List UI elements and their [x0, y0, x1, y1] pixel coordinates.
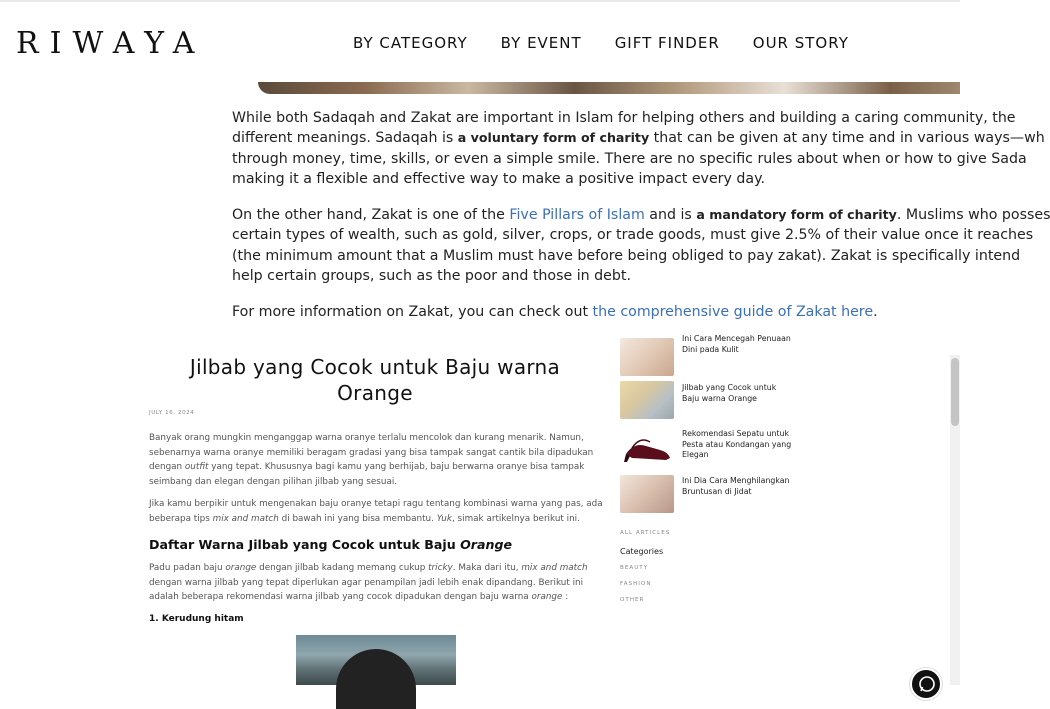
title-line: Rekomendasi Sepatu untuk — [682, 429, 789, 438]
text: dengan jilbab kadang memang cukup — [256, 563, 429, 573]
text-line: help certain groups, such as the poor and those in debt. — [232, 268, 631, 285]
sidebar-article-title — [682, 428, 812, 466]
text-line: dengan warna jilbab yang tepat diperlukan agar penampilan jadi lebih enak dipandang. Berikut ini — [149, 577, 584, 588]
text: adalah beberapa rekomendasi warna jilbab yang cocok dipadukan dengan baju warna — [149, 592, 532, 603]
text-line: seimbang dan elegan dengan pilihan jilbab yang sesuai. — [149, 476, 398, 487]
sidebar-article-3[interactable] — [620, 428, 812, 466]
sidebar-article-1[interactable] — [620, 334, 812, 376]
text: Padu padan baju — [149, 563, 226, 573]
nav-by-event[interactable]: BY EVENT — [500, 34, 582, 52]
text: dengan — [149, 462, 185, 473]
paragraph-sadaqah — [232, 108, 1045, 189]
text-line — [232, 128, 1045, 148]
all-articles-link[interactable]: ALL ARTICLES — [620, 530, 671, 536]
text: beberapa tips — [149, 513, 213, 524]
title-line: Bruntusan di Jidat — [682, 486, 752, 496]
text-line: Jika kamu berpikir untuk mengenakan baju oranye tetapi ragu tentang kombinasi warna yang pas, ada — [149, 499, 603, 509]
hero-image — [258, 82, 960, 94]
article-thumbnail — [620, 428, 674, 466]
text: different meanings. Sadaqah is — [232, 130, 458, 147]
whatsapp-button[interactable] — [910, 668, 942, 700]
italic-text: mix and match — [521, 563, 588, 573]
sidebar-article-4[interactable] — [620, 475, 812, 513]
site-logo[interactable]: RIWAYA — [16, 26, 206, 61]
embedded-paragraph-1 — [149, 431, 609, 489]
sidebar-article-2[interactable] — [620, 381, 812, 419]
main-nav — [353, 34, 882, 52]
text-line — [232, 205, 1050, 225]
article-thumbnail — [620, 338, 674, 376]
title-line: Elegan — [682, 450, 709, 459]
italic-text: orange — [531, 592, 563, 603]
italic-text: outfit — [184, 462, 209, 473]
text: On the other hand, Zakat is one of the — [232, 207, 510, 224]
title-line: Ini Cara Mencegah Penuaan — [682, 334, 791, 343]
italic-text: Orange — [460, 537, 512, 552]
italic-text: Yuk — [436, 513, 452, 524]
shoe-image — [620, 428, 674, 466]
nav-gift-finder[interactable]: GIFT FINDER — [614, 34, 720, 52]
bold-text: a mandatory form of charity — [696, 207, 897, 223]
title-line: Dini pada Kulit — [682, 345, 739, 354]
categories-heading: Categories — [620, 547, 664, 556]
article-thumbnail — [620, 475, 674, 513]
kerudung-hitam-image — [296, 635, 456, 685]
sidebar-article-title — [682, 381, 812, 419]
text-line: through money, time, skills, or even a simple smile. There are no specific rules about when or how to give Sada — [232, 150, 1027, 167]
category-other[interactable]: OTHER — [620, 597, 645, 603]
text: : — [562, 592, 569, 603]
nav-by-category[interactable]: BY CATEGORY — [353, 34, 468, 52]
bold-text: a voluntary form of charity — [457, 130, 650, 146]
zakat-guide-link[interactable]: the comprehensive guide of Zakat here — [592, 304, 874, 321]
embedded-paragraph-3 — [149, 561, 609, 605]
title-line: Orange — [337, 381, 413, 405]
text: . Maka dari itu, — [452, 563, 522, 573]
five-pillars-link[interactable]: Five Pillars of Islam — [509, 207, 645, 224]
text: yang tepat. Khususnya bagi kamu yang berhijab, baju berwarna oranye bisa tampak — [208, 462, 585, 473]
text: , simak artikelnya berikut ini. — [451, 513, 580, 524]
category-beauty[interactable]: BEAUTY — [620, 565, 649, 571]
article-thumbnail — [620, 381, 674, 419]
italic-text: tricky — [428, 563, 453, 573]
title-line: Baju warna Orange — [682, 393, 757, 403]
text-line — [149, 512, 609, 527]
text: . — [873, 304, 878, 321]
title-line: Jilbab yang Cocok untuk — [682, 383, 777, 392]
text-line: sebenarnya warna oranye memiliki beragam gradasi yang bisa tampak sangat cantik bila dipadukan — [149, 447, 594, 458]
text: di bawah ini yang bisa membantu. — [278, 513, 437, 524]
embedded-article-screenshot — [0, 334, 960, 685]
text: Daftar Warna Jilbab yang Cocok untuk Baju — [149, 537, 461, 552]
sidebar-article-title — [682, 475, 812, 513]
text: and is — [644, 207, 697, 224]
whatsapp-icon — [918, 675, 936, 693]
embedded-heading — [149, 537, 512, 552]
title-line: Pesta atau Kondangan yang — [682, 439, 792, 449]
scrollbar-thumb[interactable] — [951, 358, 959, 426]
hijab-figure — [336, 649, 416, 709]
article-body — [232, 108, 1050, 339]
text: that can be given at any time and in various ways—wh — [649, 130, 1045, 147]
text-line: Banyak orang mungkin menganggap warna oranye terlalu mencolok dan kurang menarik. Namun, — [149, 433, 584, 443]
category-fashion[interactable]: FASHION — [620, 581, 652, 587]
embedded-subheading: 1. Kerudung hitam — [149, 614, 244, 624]
title-line: Jilbab yang Cocok untuk Baju warna — [189, 355, 561, 379]
text-line — [149, 460, 609, 475]
sidebar-article-title — [682, 334, 812, 376]
embedded-paragraph-2 — [149, 497, 609, 526]
paragraph-more-info — [232, 302, 992, 322]
nav-our-story[interactable]: OUR STORY — [752, 34, 849, 52]
text-line: making it a flexible and effective way to make a positive impact every day. — [232, 170, 765, 187]
text: For more information on Zakat, you can check out — [232, 304, 593, 321]
italic-text: orange — [225, 563, 257, 573]
italic-text: mix and match — [212, 513, 279, 524]
embedded-title — [150, 354, 600, 406]
paragraph-zakat — [232, 205, 1050, 286]
title-line: Ini Dia Cara Menghilangkan — [682, 476, 790, 485]
embedded-date: JULY 16, 2024 — [149, 410, 195, 416]
text-line — [149, 590, 609, 605]
text: . Muslims who posses — [896, 207, 1050, 224]
text-line — [149, 561, 609, 576]
text-line: certain types of wealth, such as gold, silver, crops, or trade goods, must give 2.5% of their value once it reaches — [232, 227, 1034, 244]
text-line: While both Sadaqah and Zakat are important in Islam for helping others and building a caring community, the — [232, 110, 1016, 126]
text-line: (the minimum amount that a Muslim must have before being obliged to pay zakat). Zakat is specifically intend — [232, 247, 1021, 264]
site-header — [0, 2, 960, 82]
